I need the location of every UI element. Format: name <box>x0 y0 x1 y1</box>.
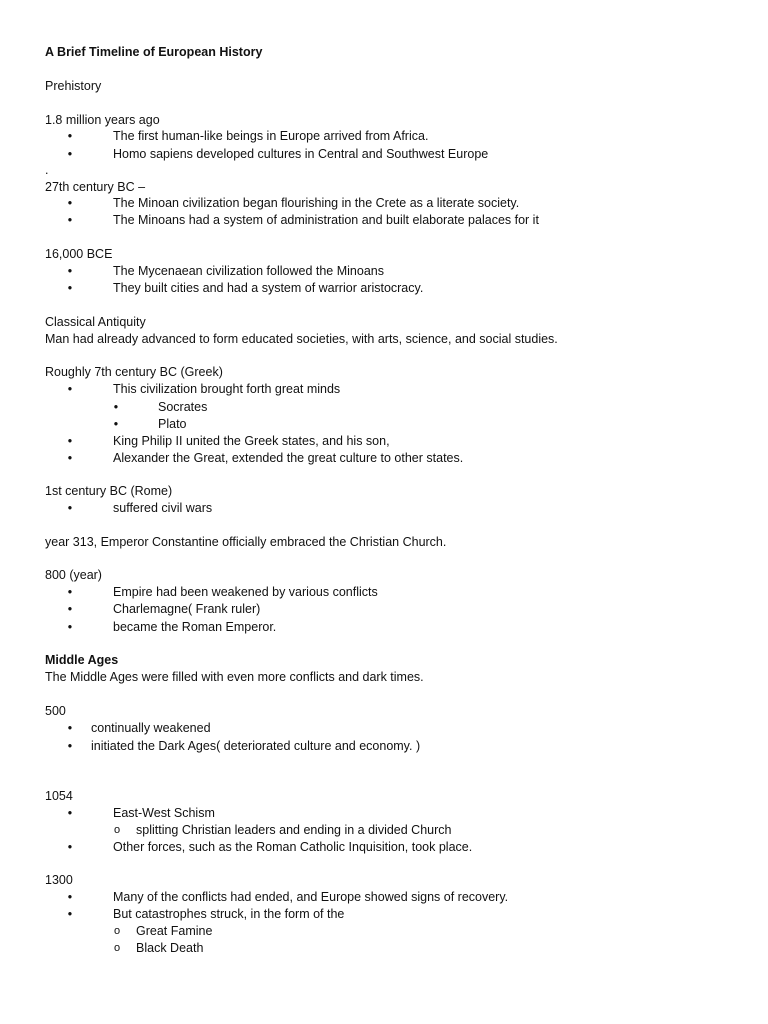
bullet-icon: • <box>67 501 73 515</box>
bullet-icon: • <box>67 620 73 634</box>
list-item: continually weakened <box>91 721 211 735</box>
document-title: A Brief Timeline of European History <box>45 45 263 59</box>
timeline-date: 1st century BC (Rome) <box>45 484 173 498</box>
stray-period: . <box>45 163 49 177</box>
sub-list-item: Plato <box>158 417 187 431</box>
bullet-icon: • <box>67 585 73 599</box>
list-item: Other forces, such as the Roman Catholic Inquisition, took place. <box>113 840 473 854</box>
bullet-icon: • <box>67 806 73 820</box>
timeline-date: 27th century BC – <box>45 180 146 194</box>
list-item: They built cities and had a system of warrior aristocracy. <box>113 281 424 295</box>
list-item: Alexander the Great, extended the great culture to other states. <box>113 451 464 465</box>
list-item: Charlemagne( Frank ruler) <box>113 602 261 616</box>
timeline-date: 1054 <box>45 789 73 803</box>
list-item: The Minoans had a system of administration and built elaborate palaces for it <box>113 213 539 227</box>
section-intro: Man had already advanced to form educated societies, with arts, science, and social studies. <box>45 332 558 346</box>
timeline-date: 500 <box>45 704 66 718</box>
list-item: East-West Schism <box>113 806 215 820</box>
timeline-date: 1.8 million years ago <box>45 113 160 127</box>
list-item: became the Roman Emperor. <box>113 620 277 634</box>
bullet-icon: • <box>67 129 73 143</box>
circle-bullet-icon: o <box>114 942 121 954</box>
section-heading-middle-ages: Middle Ages <box>45 653 119 667</box>
list-item: Many of the conflicts had ended, and Europe showed signs of recovery. <box>113 890 509 904</box>
timeline-date: 800 (year) <box>45 568 102 582</box>
list-item: suffered civil wars <box>113 501 213 515</box>
bullet-icon: • <box>67 721 73 735</box>
bullet-icon: • <box>67 840 73 854</box>
sub-list-item: Socrates <box>158 400 208 414</box>
list-item: The Minoan civilization began flourishing in the Crete as a literate society. <box>113 196 520 210</box>
sub-list-item: splitting Christian leaders and ending in a divided Church <box>136 823 452 837</box>
bullet-icon: • <box>113 400 119 414</box>
list-item: initiated the Dark Ages( deteriorated culture and economy. ) <box>91 739 421 753</box>
bullet-icon: • <box>67 213 73 227</box>
list-item: The first human-like beings in Europe arrived from Africa. <box>113 129 429 143</box>
bullet-icon: • <box>67 264 73 278</box>
list-item: This civilization brought forth great minds <box>113 382 341 396</box>
list-item: King Philip II united the Greek states, and his son, <box>113 434 390 448</box>
sub-list-item: Great Famine <box>136 924 213 938</box>
bullet-icon: • <box>67 451 73 465</box>
list-item: The Mycenaean civilization followed the Minoans <box>113 264 384 278</box>
list-item: Homo sapiens developed cultures in Central and Southwest Europe <box>113 147 489 161</box>
bullet-icon: • <box>67 434 73 448</box>
bullet-icon: • <box>67 281 73 295</box>
timeline-date: Roughly 7th century BC (Greek) <box>45 365 223 379</box>
section-heading-classical: Classical Antiquity <box>45 315 146 329</box>
body-paragraph: year 313, Emperor Constantine officially embraced the Christian Church. <box>45 535 447 549</box>
list-item: But catastrophes struck, in the form of the <box>113 907 345 921</box>
timeline-date: 1300 <box>45 873 73 887</box>
circle-bullet-icon: o <box>114 925 121 937</box>
bullet-icon: • <box>67 382 73 396</box>
bullet-icon: • <box>67 890 73 904</box>
sub-list-item: Black Death <box>136 941 204 955</box>
bullet-icon: • <box>67 907 73 921</box>
section-heading-prehistory: Prehistory <box>45 79 102 93</box>
bullet-icon: • <box>67 196 73 210</box>
list-item: Empire had been weakened by various conflicts <box>113 585 378 599</box>
bullet-icon: • <box>67 602 73 616</box>
bullet-icon: • <box>67 739 73 753</box>
bullet-icon: • <box>67 147 73 161</box>
timeline-date: 16,000 BCE <box>45 247 113 261</box>
bullet-icon: • <box>113 417 119 431</box>
circle-bullet-icon: o <box>114 824 121 836</box>
section-intro: The Middle Ages were filled with even more conflicts and dark times. <box>45 670 424 684</box>
